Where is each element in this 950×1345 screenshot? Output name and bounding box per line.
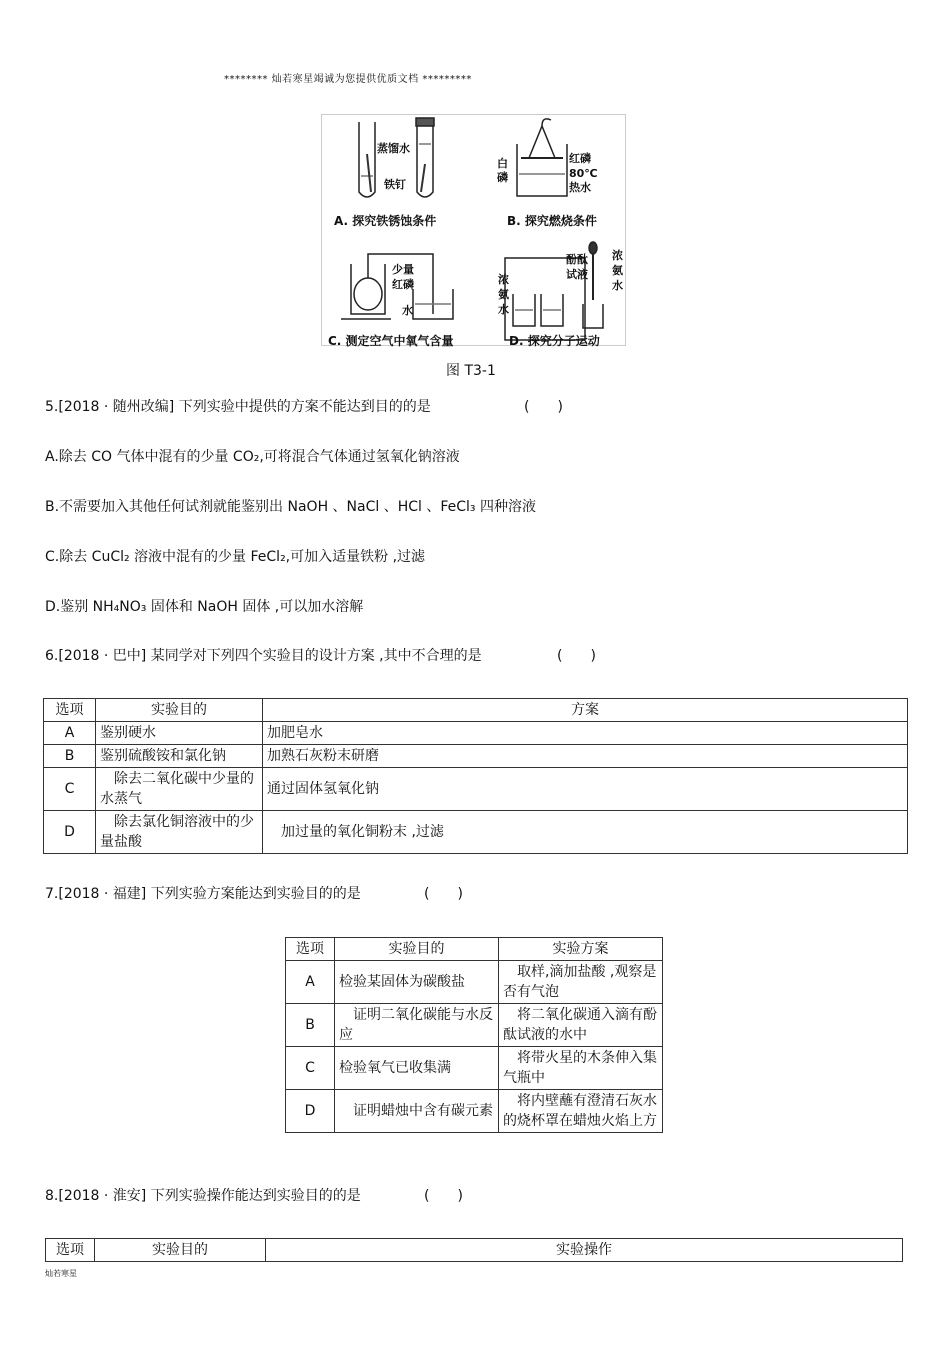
panel-c-label: C. 测定空气中氧气含量 [328, 334, 454, 348]
table-cell: 鉴别硫酸铵和氯化钠 [96, 745, 263, 768]
table-cell: D [44, 811, 96, 854]
table-cell: A [286, 961, 335, 1004]
table-cell: B [286, 1004, 335, 1047]
q7-table [285, 937, 663, 1133]
table-cell: 将内壁蘸有澄清石灰水的烧杯罩在蜡烛火焰上方 [499, 1090, 663, 1133]
q5-option-d: D.鉴别 NH₄NO₃ 固体和 NaOH 固体 ,可以加水溶解 [45, 599, 364, 615]
header-cell: 实验目的 [95, 1239, 266, 1262]
header-cell: 选项 [44, 699, 96, 722]
table-cell: 加过量的氧化铜粉末 ,过滤 [263, 811, 908, 854]
page-header: ******** 灿若寒星竭诚为您提供优质文档 ********* [224, 74, 472, 85]
table-cell: C [286, 1047, 335, 1090]
table-header-row [46, 1239, 903, 1262]
header-cell: 方案 [263, 699, 908, 722]
header-cell: 选项 [286, 938, 335, 961]
table-row [286, 1090, 663, 1133]
table-cell: C [44, 768, 96, 811]
header-cell: 实验目的 [96, 699, 263, 722]
q8-answer-paren: ( ) [424, 1188, 463, 1204]
panel-d-label: D. 探究分子运动 [509, 334, 600, 348]
table-header-row [286, 938, 663, 961]
note-distilled-water: 蒸馏水 [377, 142, 410, 155]
table-cell: 将二氧化碳通入滴有酚酞试液的水中 [499, 1004, 663, 1047]
header-cell: 实验操作 [266, 1239, 903, 1262]
table-row [286, 961, 663, 1004]
table-cell: 加熟石灰粉末研磨 [263, 745, 908, 768]
table-cell: 通过固体氢氧化钠 [263, 768, 908, 811]
q5-answer-paren: ( ) [524, 399, 563, 415]
note-water-c: 水 [402, 304, 413, 317]
panel-b-label: B. 探究燃烧条件 [507, 214, 597, 228]
note-hot-water: 80℃热水 [569, 167, 598, 194]
experiment-figure [321, 114, 626, 346]
table-cell: 将带火星的木条伸入集气瓶中 [499, 1047, 663, 1090]
table-header-row [44, 699, 908, 722]
table-cell: B [44, 745, 96, 768]
table-row [44, 768, 908, 811]
q5-option-a: A.除去 CO 气体中混有的少量 CO₂,可将混合气体通过氢氧化钠溶液 [45, 449, 460, 465]
q7-stem: 7.[2018 · 福建] 下列实验方案能达到实验目的的是 [45, 886, 361, 902]
table-row [44, 722, 908, 745]
table-cell: 鉴别硬水 [96, 722, 263, 745]
note-white-phosphorus: 白磷 [497, 157, 508, 184]
note-iron-nail: 铁钉 [384, 178, 406, 191]
q8-table [45, 1238, 903, 1262]
table-cell: 加肥皂水 [263, 722, 908, 745]
table-cell: 检验氧气已收集满 [335, 1047, 499, 1090]
q6-table [43, 698, 908, 854]
q6-stem: 6.[2018 · 巴中] 某同学对下列四个实验目的设计方案 ,其中不合理的是 [45, 648, 482, 664]
note-red-phosphorus: 红磷 [569, 152, 591, 165]
table-cell: 证明蜡烛中含有碳元素 [335, 1090, 499, 1133]
table-cell: 除去氯化铜溶液中的少量盐酸 [96, 811, 263, 854]
header-cell: 实验方案 [499, 938, 663, 961]
table-cell: 证明二氧化碳能与水反应 [335, 1004, 499, 1047]
panel-a-label: A. 探究铁锈蚀条件 [334, 214, 437, 228]
note-ammonia-left: 浓氨水 [498, 273, 509, 316]
q5-stem: 5.[2018 · 随州改编] 下列实验中提供的方案不能达到目的的是 [45, 399, 431, 415]
table-cell: 除去二氧化碳中少量的水蒸气 [96, 768, 263, 811]
q8-stem: 8.[2018 · 淮安] 下列实验操作能达到实验目的的是 [45, 1188, 361, 1204]
note-red-phosphorus-c: 少量红磷 [392, 263, 414, 291]
q7-answer-paren: ( ) [424, 886, 463, 902]
header-cell: 选项 [46, 1239, 95, 1262]
header-cell: 实验目的 [335, 938, 499, 961]
table-cell: D [286, 1090, 335, 1133]
q5-option-c: C.除去 CuCl₂ 溶液中混有的少量 FeCl₂,可加入适量铁粉 ,过滤 [45, 549, 426, 565]
table-cell: 检验某固体为碳酸盐 [335, 961, 499, 1004]
table-row [44, 811, 908, 854]
q6-answer-paren: ( ) [557, 648, 596, 664]
table-cell: A [44, 722, 96, 745]
figure-caption: 图 T3-1 [446, 363, 496, 379]
table-row [44, 745, 908, 768]
table-cell: 取样,滴加盐酸 ,观察是否有气泡 [499, 961, 663, 1004]
page-footer: 灿若寒星 [45, 1269, 77, 1278]
table-row [286, 1047, 663, 1090]
note-ammonia-right: 浓氨水 [612, 249, 623, 292]
note-phenolphthalein: 酚酞试液 [566, 253, 588, 281]
q5-option-b: B.不需要加入其他任何试剂就能鉴别出 NaOH 、NaCl 、HCl 、FeCl₃ 四种溶液 [45, 499, 536, 515]
table-row [286, 1004, 663, 1047]
